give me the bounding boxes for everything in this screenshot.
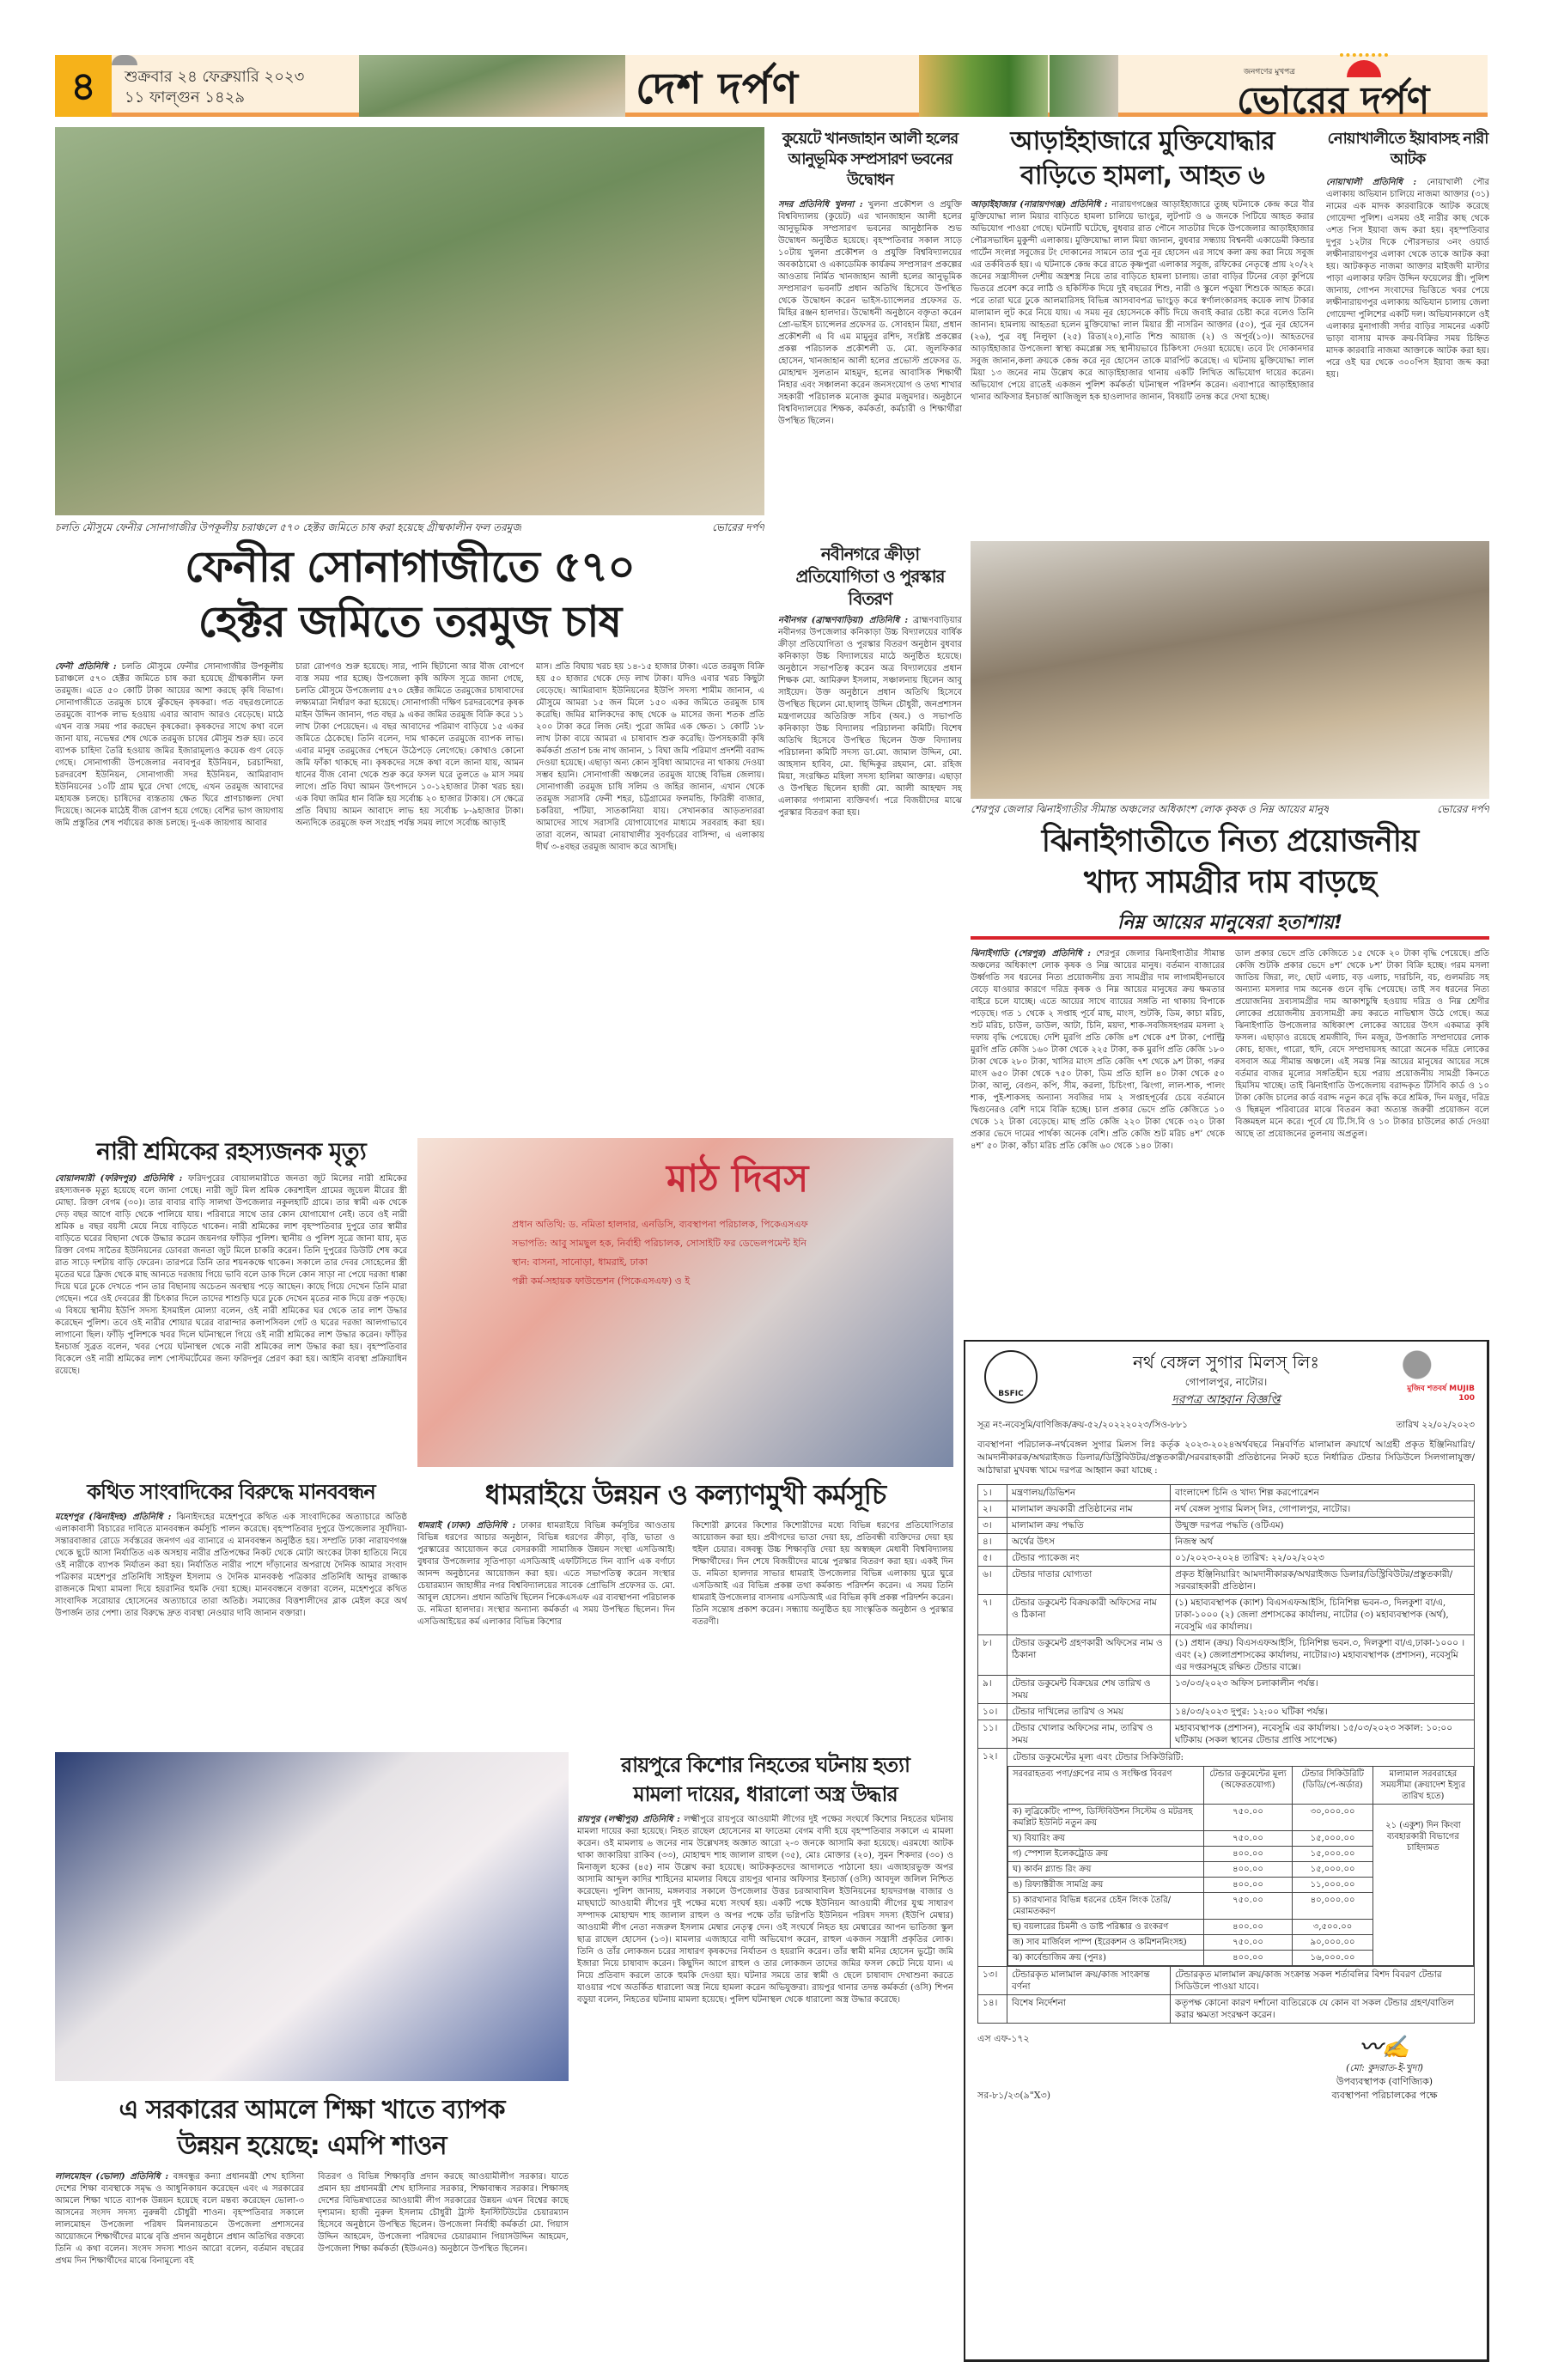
photo-credit: ভোরের দর্পণ <box>1437 803 1489 815</box>
document-price: ৭৫০.০০ <box>1203 1935 1293 1951</box>
jhenaigati-headline-line2: খাদ্য সামগ্রীর দাম বাড়ছে <box>1083 865 1377 900</box>
item-description: ছ) বয়লারের চিমনী ও ডাষ্ট পরিষ্কার ও রংকরণ <box>1008 1920 1204 1935</box>
noakhali-body: নোয়াখালী পৌর এলাকায় অভিযান চালিয়ে নাজমা আক্তার (৩১) নামের এক মাদক কারবারিকে আটক করেছে গোয়েন্দা পুলিশ। এসময় ওই নারীর কাছ থেকে ৩শত পিস ইয়াবা জব্দ করা হয়। বৃহস্পতিবার দুপুর ১২টার দিকে পৌরসভার ৩নং ওয়ার্ড লক্ষীনারায়ণপুর এলাকা থেকে তাকে আটক করা হয়। আটককৃত নাজমা আক্তার মাইজদী মাস্টার পাড়া এলাকার ফরিদ উদ্দিন ফয়েলের স্ত্রী। পুলিশ জানায়, গোপন সংবাদের ভিত্তিতে খবর পেয়ে লক্ষীনারায়ণপুর এলাকায় অভিযান চালায় জেলা গোয়েন্দা পুলিশের একটি দল। অভিযানকালে ওই এলাকার মুনাগাজী সর্দার বাড়ির সামনের একটি ভাড়া বাসায় মাদক ক্রয়-বিক্রির সময় চিহ্নিত মাদক কারবারি নাজমা আক্তাকে আটক করা হয়। পরে ওই ঘর থেকে ৩০০পিস ইয়াবা জব্দ করা হয়। <box>1326 178 1489 380</box>
mujib-100-logo: মুজিব শতবর্ষ MUJIB 100 <box>1392 1347 1475 1407</box>
date-gregorian: শুক্রবার ২৪ ফেব্রুয়ারি ২০২৩ <box>125 68 305 86</box>
row-number: ৮। <box>978 1635 1007 1676</box>
row-label: টেন্ডার দাখিলের তারিখ ও সময় <box>1007 1704 1171 1720</box>
row-label: বিশেষ নির্দেশনা <box>1007 1995 1171 2024</box>
document-price: ৪০০.০০ <box>1203 1847 1293 1862</box>
header-photo-trees <box>1050 55 1118 117</box>
tender-row <box>978 1635 1475 1676</box>
dhamrai-body-1: ঢাকার ধামরাইয়ে বিভিন্ন কর্মসূচির আওতায় বিভিন্ন ধরণের আচার অনুষ্ঠান, বিভিন্ন ধরণের ক্রীড়া, বৃত্তি, ভাতা ও পুরস্কারের আয়োজন করে বেসরকারী সামাজিক উন্নয়ন সংস্থা এসডিআই। বুধবার উপজেলার সূতিপাড়া এসডিআই এফটিসিতে দিন ব্যাপি এক বর্ণাঢ্য আনন্দ অনুষ্ঠানের আয়োজন করা হয়। এতে সভাপতিত্ব করেন সংস্থার চেয়ারম্যান জাহাঙ্গীর নগর বিশ্ববিদ্যালয়ের সাবেক প্রোভিসি প্রফেসর ড. মো. আবুল হোসেন। প্রধান অতিথি ছিলেন পিকেএসএফ এর ব্যবস্থাপনা পরিচালক ড. নমিতা হালদার। সংস্থার অন্যান্য কর্মকর্তা এ সময় উপস্থিত ছিলেন। দিন এসডিআইয়ের কর্ম এলাকার বিভিন্ন কিশোর <box>417 1521 675 1627</box>
row-number: ১২। <box>978 1749 1007 1967</box>
tender-row <box>978 1501 1475 1518</box>
lead-body-2: চারা রোপণও শুরু হয়েছে। সার, পানি ছিটানো আর বীজ বোপণে ব্যস্ত সময় পার হচ্ছে। উপজেলা কৃষি অফিস সূত্রে জানা গেছে, চলতি মৌসুমে উপজেলায় ৫৭০ হেক্টর জমিতে তরমুজের চাষাবাদের লক্ষ্যমাত্রা নির্ধারণ করা হয়েছে। সোনাগাজী দক্ষিণ চরদরবেশের কৃষক মাইন উদ্দিন জানান, গত বছর ৯ একর জমির তরমুজ বিক্রি করে ১১ লাখ টাকা পেয়েছেন। এ বছর আবাদের পরিমাণ বাড়িয়ে ১৫ একর জমিতে ঠেকেছে। তিনি বলেন, দাম থাকলে তরমুজে ব্যাপক লাভ। এবার মানুষ তরমুজের পেছনে উঠেপড়ে লেগেছে। কোথাও কোনো জমি ফাঁকা থাকছে না। কৃষকদের সঙ্গে কথা বলে জানা যায়, আমন ধানের বীজ বোনা থেকে শুরু করে ফসল ঘরে তুলতে ৬ মাস সময় লাগে। প্রতি বিঘা আমন উৎপাদনে ১০-১২হাজার টাকা খরচ হয়। এক বিঘা জমির ধান বিক্রি হয় সর্বোচ্চ ২০ হাজার টাকায়। সে ক্ষেত্রে প্রতি বিঘায় আমন আবাদে লাভ হয় সর্বোচ্চ ৮-৯হাজার টাকা। অন্যদিকে তরমুজে ফল সংগ্রহ পর্যন্ত সময় লাগে সর্বোচ্চ আড়াই <box>295 662 524 828</box>
issue-date <box>125 67 304 108</box>
row-label: টেন্ডারকৃত মালামাল ক্রয়/কাজ সাংক্রান্ত বর্ণনা <box>1007 1967 1171 1995</box>
tender-ref-line <box>977 1419 1475 1432</box>
tender-notice-title: দরপত্র আহ্বান বিজ্ঞপ্তি <box>1172 1393 1281 1407</box>
row12-title: টেন্ডার ডকুমেন্টের মূল্য এবং টেন্ডার সিকিউরিটি: <box>1013 1752 1184 1762</box>
tender-org-address: গোপালপুর, নাটোর। <box>1184 1376 1268 1388</box>
tender-footer-codes <box>977 2032 1050 2103</box>
araihazar-headline-line1: আড়াইহাজারে মুক্তিযোদ্ধার <box>1010 126 1275 156</box>
signature-mark: 〰✍ <box>1359 2035 1410 2060</box>
lead-column-3 <box>536 661 764 1125</box>
caption-text: চলতি মৌসুমে ফেনীর সোনাগাজীর উপকূলীয় চরাঞ্চলে ৫৭০ হেক্টর জমিতে চাষ করা হয়েছে গ্রীষ্মকালীন ফল তরমুজ <box>55 521 522 533</box>
shaon-dateline: লালমোহন (ভোলা) প্রতিনিধি : <box>55 2172 169 2182</box>
page-number: ৪ <box>55 55 112 117</box>
brand-tagline: জনগণের মুখপত্র <box>1244 68 1295 76</box>
row-number: ১৪। <box>978 1995 1007 2024</box>
lead-column-1 <box>55 661 283 1125</box>
signer-name: (মো: কুদরাত-ই-খুদা) <box>1346 2062 1423 2073</box>
row-number: ১০। <box>978 1704 1007 1720</box>
tender-security: ১৬,০০০.০০ <box>1293 1951 1373 1966</box>
mohespur-body: ঝিনাইদহের মহেশপুরে কথিত এক সাংবাদিকের অত্যাচারে অতিষ্ঠ এলাকাবাসী বিচারের দাবিতে মানববন্ধন কর্মসূচি পালন করেছে। বৃহস্পতিবার দুপুরে উপজেলার সূর্যদিয়া-সন্তারবাজার রোডে সর্বস্তরের জনগণ এর ব্যানারে এ মানববন্ধন অনুষ্ঠিত হয়। সম্প্রতি ঢাকা নারায়ণগঞ্জ থেকে ছুটে আসা নির্যাতিত এক অসহায় নারীর প্রতিপক্ষের নিকট থেকে মোটা অংকের টাকা হাতিয়ে নিয়ে ওই নারীকে ব্যাপক নির্যাতন করা হয়। নির্যাতিত নারীর পাশে দাঁড়ানোর অপরাধে দৈনিক আমার সংবাদ পত্রিকার মহেশপুর প্রতিনিধি সাইফুল ইসলাম ও দৈনিক মানবকণ্ঠ পত্রিকার প্রতিনিধি আব্দুর রাজ্জাক রাজনকে মিথ্যা মামলা দিয়ে হয়রানির হুমকি দেয়া হচ্ছে। মানববন্ধনে বক্তারা বলেন, মহেশপুরে কথিত সাংবাদিক সরোয়ার হোসেনের অত্যাচারে তারা অতিষ্ঠ। সমাজের বিত্তশালীদের ব্লাক মেইল করে অর্থ উপার্জন তার পেশা। তার বিরুদ্ধে দ্রুত ব্যবস্থা নেওয়ার দাবি জানান বক্তারা। <box>55 1513 407 1618</box>
lead-headline-line2: হেক্টর জমিতে তরমুজ চাষ <box>198 597 622 647</box>
row-value: টেন্ডারকৃত মালামাল ক্রয়/কাজ সংক্রান্ত সকল শর্তাবলির বিশদ বিবরণ টেন্ডার সিডিউলে পাওয়া যাবে। <box>1171 1967 1475 1995</box>
item-description: গ) স্পেশাল ইলেকট্রোড ক্রয় <box>1008 1847 1204 1862</box>
tender-row <box>978 1485 1475 1501</box>
tender-security: ১১,০০০.০০ <box>1293 1878 1373 1893</box>
tender-row <box>978 1704 1475 1720</box>
nabinagar-dateline: নবীনগর (ব্রাহ্মণবাড়িয়া) প্রতিনিধি : <box>778 616 909 625</box>
tender-ref-no: সূত্র নং-নবেসুমি/বাণিজিক/ক্রয়-৫২/২০২২২০২৩/সিও-৮৮১ <box>977 1420 1188 1430</box>
araihazar-headline-line2: বাড়িতে হামলা, আহত ৬ <box>1020 161 1264 191</box>
tender-security: ৯০,০০০.০০ <box>1293 1935 1373 1951</box>
tender-org-name: নর্থ বেঙ্গল সুগার মিলস্ লিঃ <box>1132 1352 1320 1373</box>
nari-article <box>55 1173 407 1467</box>
row-number: ২। <box>978 1501 1007 1518</box>
banner-line: সভাপতি: আবু সামছুল হক, নির্বাহী পরিচালক, সোসাইটি ফর ডেভেলপমেন্ট ইনি <box>512 1238 806 1249</box>
jhenaigati-headline-line1: ঝিনাইগাতীতে নিত্য প্রয়োজনীয় <box>1041 824 1419 859</box>
row-value: (১) প্রধান (ক্রয়) বিএসএফআইসি, চিনিশিল্প ভবন.৩, দিলকুশা বা/এ,ঢাকা-১০০০ ।এবং (২) জেলাপ্রশাসকের কার্যালয়, নাটোর।৩) মহাব্যবস্থাপক (প্রশাসন), নবেসুমি এর দপ্তরসমূহে রক্ষিত টেন্ডার বাক্সে। <box>1171 1635 1475 1676</box>
lead-photo-caption <box>55 520 764 538</box>
mohespur-headline[interactable]: কথিত সাংবাদিকের বিরুদ্ধে মানববন্ধন <box>87 1480 375 1504</box>
document-price: ৪০০.০০ <box>1203 1862 1293 1878</box>
tender-info-table <box>977 1484 1475 2024</box>
price-table-header: টেন্ডার ডকুমেন্টের মূল্য (অফেরতযোগ্য) <box>1203 1767 1293 1805</box>
tender-security: ১৫,০০০.০০ <box>1293 1847 1373 1862</box>
jhenaigati-column-1 <box>971 948 1225 1326</box>
document-price: ৪০০.০০ <box>1203 1920 1293 1935</box>
signer-title: উপব্যবস্থাপক (বাণিজ্যিক) <box>1336 2076 1433 2087</box>
shaon-column-2 <box>318 2171 569 2364</box>
row-number: ৫। <box>978 1550 1007 1567</box>
shaon-column-1 <box>55 2171 304 2364</box>
nabinagar-body: ব্রাহ্মণবাড়িয়ার নবীনগর উপজেলার কনিকাড়া উচ্চ বিদ্যালয়ের বার্ষিক ক্রীড়া প্রতিযোগিতা ও পুরস্কার বিতরণ অনুষ্ঠান বুধবার কনিকাড়া উচ্চ বিদ্যালয়ের মাঠে অনুষ্ঠিত হয়েছে। অনুষ্ঠানে সভাপতিত্ব করেন অত্র বিদ্যালয়ের প্রধান শিক্ষক মো. আমিরুল ইসলাম, সঞ্চালনায় ছিলেন আবু সাইয়েদ। উক্ত অনুষ্ঠানে প্রধান অতিথি হিসেবে উপস্থিত ছিলেন মো.ছালাহ্ উদ্দিন চৌধুরী, জনপ্রশাসন মন্ত্রণালয়ের অতিরিক্ত সচিব (অব.) ও সভাপতি কনিকাড়া উচ্চ বিদ্যালয় পরিচালনা কমিটি। বিশেষ অতিথি হিসেবে উপস্থিত ছিলেন উক্ত বিদ্যালয় পরিচালনা কমিটি সদস্য ডা.মো. জামাল উদ্দিন, মো. আহসান হাবিব, মো. ছিদ্দিকুর রহমান, মো. রহিজ মিয়া, সংরক্ষিত মহিলা সদস্য হালিমা আক্তার। এছাড়া ও উপস্থিত ছিলেন হাজী মো. আলী আহম্মদ সহ এলাকার গণ্যমান্য ব্যক্তিবর্গ। পরে বিজয়ীদের মাঝে পুরস্কার বিতরণ করা হয়। <box>778 616 962 818</box>
mohespur-dateline: মহেশপুর (ঝিনাইদহ) প্রতিনিধি : <box>55 1513 172 1522</box>
tender-row <box>978 1550 1475 1567</box>
tender-row <box>978 1720 1475 1749</box>
price-table-header: মালামাল সরবরাহের সময়সীমা (ক্রয়াদেশ ইস্যুর তারিখ হতে) <box>1373 1767 1473 1805</box>
price-table-header: সরবরাহতব্য পণ্য/গ্রুপের নাম ও সংক্ষিপ্ত বিবরণ <box>1008 1767 1204 1805</box>
row-label: টেন্ডার খোলার অফিসের নাম, তারিখ ও সময় <box>1007 1720 1171 1749</box>
document-price: ৭৫০.০০ <box>1203 1805 1293 1831</box>
lead-column-2 <box>295 661 524 1125</box>
row-number: ৬। <box>978 1567 1007 1595</box>
delivery-time: ২১ (একুশ) দিন কিংবা ব্যবহারকারী বিভাগের চাহিদামত <box>1373 1805 1473 1966</box>
lead-dateline: ফেনী প্রতিনিধি : <box>55 662 117 672</box>
tender-row <box>978 1676 1475 1704</box>
pull-quote: নিম্ন আয়ের মানুষেরা হতাশায়! <box>971 910 1489 940</box>
row-label: মালামাল ক্রয় পদ্ধতি <box>1007 1518 1171 1534</box>
row-label: অর্থের উৎস <box>1007 1534 1171 1550</box>
tender-intro: ব্যবস্থাপনা পরিচালক-নর্থবেঙ্গল সুগার মিলস লিঃ কর্তৃক ২০২৩-২০২৪অর্থবছরে নিম্নবর্ণিত মালামাল ক্রয়ার্থে আগ্রহী প্রকৃত ইঞ্জিনিয়ারিং/আমদানীকারক/অথরাইজড ডিলার/ডিস্ট্রিবিউটর/প্রস্তুতকারী/সরবরাহকারী প্রতিষ্ঠানের নিকট হতে নির্ধারিত টেন্ডার সিডিউলে সিলগালাযুক্ত/আঠাদ্বারা মুখবন্ধ খামে দরপত্র আহ্বান করা যাচ্ছে : <box>977 1440 1475 1476</box>
document-price: ৭৫০.০০ <box>1203 1831 1293 1847</box>
nari-headline[interactable]: নারী শ্রমিকের রহস্যজনক মৃত্যু <box>96 1137 366 1166</box>
tender-row-14 <box>978 1995 1475 2024</box>
date-bangla: ১১ ফাল্গুন ১৪২৯ <box>125 88 246 107</box>
row-label: টেন্ডার ডকুমেন্ট বিক্রয়কারী অফিসের নাম ও ঠিকানা <box>1007 1595 1171 1635</box>
header-photo-strip-left <box>359 55 625 117</box>
document-price: ৭৫০.০০ <box>1203 1893 1293 1920</box>
shaon-body-2: বিতরণ ও বিভিন্ন শিক্ষাবৃত্তি প্রদান করছে আওয়ামীলীগ সরকার। যাতে প্রমান হয় প্রধানমন্ত্রী শেখ হাসিনার সরকার, শিক্ষাবান্ধব সরকার। শিক্ষাসহ দেশের বিভিন্নখাতের আওয়ামী লীগ সরকারের উন্নয়ন এখন বিশ্বের কাছে দৃশ্যমান। হাজী নুরুল ইসলাম চৌধুরী ট্রাস্ট ইনস্টিটিউটের চেয়ারম্যান হিসেবে অনুষ্ঠানে উপস্থিত ছিলেন। উপজেলা নির্বাহী কর্মকর্তা মো. গিয়াস উদ্দিন আহমেদ, উপজেলা পরিষদের চেয়ারম্যান গিয়াসউদ্দিন আহমেদ, উপজেলা শিক্ষা কর্মকর্তা (ইউএনও) অনুষ্ঠানে উপস্থিত ছিলেন। <box>318 2172 569 2254</box>
jhenaigati-market-photo <box>971 541 1489 799</box>
raipur-dateline: রায়পুর (লক্ষ্মীপুর) প্রতিনিধি : <box>577 1815 680 1824</box>
dhamrai-dateline: ধামরাই (ঢাকা) প্রতিনিধি : <box>417 1521 516 1531</box>
price-table-row <box>1008 1805 1474 1831</box>
kuet-dateline: সদর প্রতিনিধি খুলনা : <box>778 200 863 210</box>
shaon-body-1: বঙ্গবন্ধুর কন্যা প্রধানমন্ত্রী শেখ হাসিনা দেশের শিক্ষা ব্যবস্থাকে সমৃদ্ধ ও আধুনিকায়ন করেছেন এবং এ সরকারের আমলে শিক্ষা খাতে ব্যাপক উন্নয়ন হয়েছে বলে মন্তব্য করেছেন ভোলা-৩ আসনের সংসদ সদস্য নুরুন্নবী চৌধুরী শাওন। বৃহস্পতিবার সকালে লালমোহন উপজেলা পরিষদ মিলনায়তনে উপজেলা প্রশাসনের আয়োজনে শিক্ষার্থীদের মাঝে বৃত্তি প্রদান অনুষ্ঠানে প্রধান অতিথির বক্তব্যে তিনি এ কথা বলেন। সংসদ সদস্য শাওন আরো বলেন, বর্তমান বছরের প্রথম দিন শিক্ষার্থীদের মাঝে বিনামূল্যে বই <box>55 2172 304 2266</box>
jhenaigati-body-2: ডাল প্রকার ভেদে প্রতি কেজিতে ১৫ থেকে ২০ টাকা বৃদ্ধি পেয়েছে। প্রতি কেজি শুটকি প্রকার ভেদে ৪শ’ থেকে ৮শ’ টাকা বিক্রি হচ্ছে। গরম মসলা জাতিয় জিরা, লং, ছোট এলাচ, বড় এলাচ, দারচিনি, বচ, গুলমরিচ সহ অন্যান্য মসলার দাম অনেক গুনে বৃদ্ধি পেয়েছে। তাই সব ধরনের নিত্য প্রয়োজনিয় দ্রব্যসামগ্রীর দাম আকাশচুম্বি হওয়ায় দরিদ্র ও নিম্ন শ্রেণীর লোকের প্রয়োজনীয় দ্রব্যসামগ্রী ক্রয় করতে নাভিশ্বাস উঠে গেছে। অত্র ঝিনাইগাতি উপজেলার অধিকাংশ লোকের আয়ের উৎস একমাত্র কৃষি ফসল। এছাড়াও রয়েছে শ্রমজীবি, দিন মজুর, উপজাতি সম্প্রদায়ের লোক কোচ, হাজং, গারো, হুদি, বেদে সম্প্রদায়সহ আরো অনেক দরিদ্র লোকের বসবাস অত্র সীমান্ত অঞ্চলে। এই সমস্ত নিম্ন আয়ের মানুষের আয়ের সঙ্গে বর্তমার বাজর মূল্যের সঙ্গতিহীন হয়ে পরায় প্রয়োজনীয় সামগ্রী কিনতে হিমসিম খাচ্ছে। তাই ঝিনাইগাতি উপজেলায় বরাদ্দকৃত টিসিবি কার্ড ও ১০ টাকা কেজি চালের কার্ড বরাদ্দ নতুন করে বৃদ্ধি করে শ্রমিক, দিন মজুর, দরিদ্র ও ছিন্নমূল পরিবারের মাঝে বিতরন করা অত্যন্ত জরুরী প্রয়োজন বলে বিজ্ঞমহল মনে করে। পূর্বে যে টি.সি.বি ও ১০ টাকার চাউলের কার্ড দেওয়া আছে তা প্রয়োজনের তুলনায় অপ্রতুল। <box>1235 949 1489 1139</box>
row-number: ৩। <box>978 1518 1007 1534</box>
row-value: ০১/২০২৩-২০২৪ তারিখ: ২২/০২/২০২৩ <box>1171 1550 1475 1567</box>
tender-notice-ad <box>964 1340 1489 2362</box>
page-tab-decoration <box>112 55 137 65</box>
dhamrai-body-2: কিশোরী ক্লাবের কিশোর কিশোরীদের মধ্যে বিভিন্ন ধরণের প্রতিযোগিতার আয়োজন করা হয়। প্রবীণদের ভাতা দেয়া হয়, প্রতিবন্ধী ব্যক্তিদের দেয়া হয় হুইল চেয়ার। বঙ্গবন্ধু উচ্চ শিক্ষাবৃত্তি দেয়া হয় অস্বচ্ছল মেধাবী বিশ্ববিদ্যালয় শিক্ষার্থীদের। দিন শেষে বিজয়ীদের মাঝে পুরস্কার বিতরণ করা হয়। একই দিন ড. নমিতা হালদার সাভার ধামরাই উপজেলার বিভিন্ন এলাকায় ঘুরে ঘুরে এসডিআই এর বিভিন্ন প্রকল্প তথা কর্মকান্ড পরিদর্শন করেন। এ সময় তিনি ধামরাই উপজেলার বাসনায় এসডিআই এর বিভিন্ন কৃষি প্রকল্প পরিদর্শন করেন। তিনি সন্তোষ প্রকাশ করেন। সন্ধ্যায় অনুষ্ঠিত হয় সাংস্কৃতিক অনুষ্ঠান ও পুরস্কার বতরণী। <box>692 1521 953 1627</box>
jhenaigati-body-1: শেরপুর জেলার ঝিনাইগাতীর সীমান্ত অঞ্চলের অধিকাংশ লোক কৃষক ও নিম্ন আয়ের মানুষ। বর্তমান বাজারের উর্ধ্বগতি সব ধরনের নিত্য প্রয়োজনীয় দ্রব্য সামগ্রীর দাম লাগামহীনভাবে বেড়ে যাওয়ার কারণে দরিদ্র কৃষক ও নিম্ন আয়ের মানুষের ক্রয় ক্ষমতার বাইরে চলে যাচ্ছে। এতে আয়ের সাথে ব্যায়ের সঙ্গতি না থাকায় বিপাকে পড়েছে। গত ১ থেকে ২ সপ্তাহ পূর্বে মাছ, মাংস, শুটকি, ডিম, কাচা মরিচ, শুট মরিচ, চাউল, ডাউল, আটা, চিনি, ময়দা, শাক-সবজিসহগরম মসলা ২ দফায় বৃদ্ধি পেয়েছে। দেশি মুরগি প্রতি কেজি ৪শ থেকে ৫শ টাকা, পোল্ট্রি মুরগি প্রতি কেজি ১৬০ টাকা থেকে ২২৫ টাকা, কক মুরগি প্রতি কেজি ১৮০ টাকা থেকে ২৮০ টাকা, খাসির মাংস প্রতি কেজি ৭শ থেকে ৯শ টাকা, গরুর মাংস ৬৫০ টাকা থেকে ৭৫০ টাকা, ডিম প্রতি হালি ৪০ টাকা থেকে ৫০ টাকা, আলু, বেগুন, কপি, সীম, করলা, চিচিংগা, ঝিংগা, লাল-শাক, পালং শাক, পুই-শাকসহ অন্যান্য সবজির দাম ২ সপ্তাহপূর্বের চেয়ে বর্তমানে দ্বিগুনেরও বেশি দামে বিক্রি হচ্ছে। চাল প্রকার ভেদে প্রতি কেজিতে ১০ থেকে ১২ টাকা বেড়েছে। মাছ প্রতি কেজি ২২০ টাকা থেকে ৩২০ টাকা প্রকার ভেদে দামের পার্থক্য অনেক বেশি। প্রতি কেজি শুট মরিচ ৪শ’ থেকে ৪শ’ ৫০ টাকা, কাঁচা মরিচ প্রতি কেজি ৬০ থেকে ১৪০ টাকা। <box>971 949 1225 1151</box>
tender-row-12 <box>978 1749 1475 1967</box>
row-value: উন্মুক্ত দরপত্র পদ্ধতি (ওটিএম) <box>1171 1518 1475 1534</box>
caption-text: শেরপুর জেলার ঝিনাইগাতীর সীমান্ত অঞ্চলের অধিকাংশ লোক কৃষক ও নিম্ন আয়ের মানুষ <box>971 803 1329 815</box>
row-label: টেন্ডার ডকুমেন্ট গ্রহণকারী অফিসের নাম ও ঠিকানা <box>1007 1635 1171 1676</box>
row-number: ১। <box>978 1485 1007 1501</box>
price-table-header: টেন্ডার সিকিউরিটি (ডিডি/পে-অর্ডার) <box>1293 1767 1373 1805</box>
header-photo-strip-right <box>919 55 1048 117</box>
row-value: ১৩/০৩/২০২৩ অফিস চলাকালীন পর্যন্ত। <box>1171 1676 1475 1704</box>
dhamrai-headline[interactable]: ধামরাইয়ে উন্নয়ন ও কল্যাণমুখী কর্মসূচি <box>484 1478 886 1511</box>
bsfic-seal-logo: BSFIC <box>984 1350 1038 1403</box>
shaon-headline-line2: উন্নয়ন হয়েছে: এমপি শাওন <box>177 2131 447 2161</box>
photo-credit: ভোরের দর্পণ <box>712 521 764 533</box>
araihazar-dateline: আড়াইহাজার (নারায়ণগঞ্জ) প্রতিনিধি : <box>971 200 1108 210</box>
item-description: ঝ) কার্বেন্ডাজিম ক্রয় (পুনঃ) <box>1008 1951 1204 1966</box>
shaon-headline-line1: এ সরকারের আমলে শিক্ষা খাতে ব্যাপক <box>119 2095 505 2125</box>
tender-price-table <box>1007 1766 1474 1966</box>
mohespur-article <box>55 1512 407 1744</box>
tender-row <box>978 1595 1475 1635</box>
item-description: ক) লুব্রিকেটিং পাম্প, ডিস্টিবিউশন সিস্টেম ও মটরসহ কমপ্লিট ইউনিট নতুন ক্রয় <box>1008 1805 1204 1831</box>
raipur-article <box>577 1814 953 2364</box>
row-value: নর্থ বেঙ্গল সুগার মিলস্ লিঃ, গোপালপুর, নাটোর। <box>1171 1501 1475 1518</box>
kuet-body: খুলনা প্রকৌশল ও প্রযুক্তি বিশ্ববিদ্যালয় (কুয়েট) এর খানজাহান আলী হলের আনুভূমিক সম্প্রসারণ ভবনের আনুষ্ঠানিক শুভ উদ্বোধন অনুষ্ঠিত হয়েছে। বৃহস্পতিবার সকাল সাড়ে ১০টায় খুলনা প্রকৌশল ও প্রযুক্তি বিশ্ববিদ্যালয়ের অবকাঠামো ও একাডেমিক কার্যক্রম সম্প্রসারণ প্রকল্পের আওতায় নির্মিত খানজাহান আলী হলের আনুভূমিক সম্প্রসারণ ভবনটি প্রধান অতিথি হিসেবে উপস্থিত থেকে উদ্বোধন করেন ভাইস-চ্যান্সেলর প্রফেসর ড. মিহির রঞ্জন হালদার। উদ্বোধনী অনুষ্ঠানে বক্তৃতা করেন প্রো-ভাইস চ্যান্সেলর প্রফেসর ড. সোবহান মিয়া, প্রধান প্রকৌশলী এ বি এম মামুনুর রশিদ, সংশ্লিষ্ট প্রকল্পের প্রকল্প পরিচালক প্রকৌশলী ড. মো. জুলফিকার হোসেন, খানজাহান আলী হলের প্রভোস্ট প্রফেসর ড. মোহাম্মদ সুলতান মাহমুদ, হলের আবাসিক শিক্ষার্থী নিহার এবং সঞ্চালনা করেন জনসংযোগ ও তথ্য শাখার সহকারী পরিচালক মনোজ কুমার মজুমদার। অনুষ্ঠানে বিশ্ববিদ্যালয়ের শিক্ষক, কর্মকর্তা, কর্মচারী ও শিক্ষার্থীরা উপস্থিত ছিলেন। <box>778 200 962 426</box>
tender-footer <box>977 2032 1475 2103</box>
row-label: টেন্ডার প্যাকেজ নং <box>1007 1550 1171 1567</box>
tender-security: ৩,৫০০.০০ <box>1293 1920 1373 1935</box>
lead-body-3: মাস। প্রতি বিঘায় খরচ হয় ১৪-১৫ হাজার টাকা। এতে তরমুজ বিক্রি হয় ৫০ হাজার থেকে দেড় লাখ টাকা। যদিও এবার খরচ কিছুটা বেড়েছে। আমিরাবাদ ইউনিয়নের ইউপি সদস্য শামীম জানান, এ মৌসুমে আমরা ১৫ জন মিলে ১৫০ একর জমিতে তরমুজ চাষ করেছি। জমির মালিকদের কাছ থেকে ৬ মাসের জন্য শতক প্রতি ২০০ টাকা করে লিজ নেই। পুরো জমির এক ক্ষেত। ১ কোটি ১৮ লাখ টাকা ব্যয়ে আমরা এ চাষাবাদ শুরু করেছি। উপসহকারী কৃষি কর্মকর্তা প্রতাপ চন্দ্র নাথ জানান, ১ বিঘা জমি পরিমাণ প্রদর্শনী বরাদ্দ দেওয়া হয়েছে। এছাড়া অন্য কোন সুবিধা আমাদের না থাকায় দেওয়া সম্ভব হয়নি। সোনাগাজী অঞ্চলের তরমুজ যাচ্ছে বিভিন্ন জেলায়। সোনাগাজী তরমুজ চাষি সলিম ও জহির জানান, এখান থেকে তরমুজ সরাসরি ফেনী শহর, চট্টগ্রামের ফলমন্ডি, ফিরিঙ্গী বাজার, চকরিয়া, পটিয়া, সাতকানিয়া যায়। সেখানকার আড়তদাররা আমাদের সাথে সরাসরি যোগাযোগের মাধ্যমে সরবরাহ করা হয়। তারা বলেন, আমরা নোয়াখালীর সুবর্ণচরের বাসিন্দা, এ এলাকায় দীর্ঘ ৩-৪বছর তরমুজ আবাদ করে আসছি। <box>536 662 764 852</box>
nabinagar-article <box>778 615 962 1122</box>
lead-headline-line1: ফেনীর সোনাগাজীতে ৫৭০ <box>185 542 635 592</box>
document-price: ৪০০.০০ <box>1203 1878 1293 1893</box>
row-value: (১) মহাব্যবস্থাপক (ক্যাশ) বিএসএফআইসি, চিনিশিল্প ভবন-৩, দিলকুশা বা/এ, ঢাকা-১০০০ (২) জেলা প্রশাসকের কার্যালয়, নাটোর (৩) মহাব্যবস্থাপক (অর্থ), নবেসুমি এর কার্যালয়। <box>1171 1595 1475 1635</box>
jhenaigati-dateline: ঝিনাইগাতি (শেরপুর) প্রতিনিধি : <box>971 949 1091 959</box>
award-ceremony-photo <box>55 1752 569 2081</box>
nari-body: ফরিদপুরের বোয়ালমারীতে জনতা জুট মিলের নারী শ্রমিকের রহস্যজনক মৃত্যু হয়েছে বলে জানা গেছে। নারী জুট মিল শ্রমিক কেরশাইল গ্রামের জুয়েল মীরের স্ত্রী মোছা. রিক্তা বেগম (৩০)। তার বাবার বাড়ি সালথা উপজেলার নকুলহাটি গ্রামে। তার স্বামী এক থেকে দেড় বছর আগে বাড়ি থেকে পালিয়ে যায়। পরিবারে সাথে তার কোন যোগাযোগ নেই। তবে ওই নারী শ্রমিক ৪ বছর বয়সী মেয়ে নিয়ে বাড়িতে থাকেন। নারী শ্রমিকের লাশ বৃহস্পতিবার দুপুরে তার স্বামীর বাড়িতে ঘরের বিছানা থেকে উদ্ধার করেন জয়নগর ফাঁড়ির পুলিশ। স্থানীয় ও পুলিশ সূত্রে জানা যায়, মৃত রিক্তা বেগম সাতৈর ইউনিয়নের ডোবরা জনতা জুট মিলে চাকরি করেন। তিনি দুপুরের ডিউটি শেষ করে রাত সাড়ে দশটায় বাড়ি ফেরেন। তারপরে তিনি তার শয়নকক্ষে থাকেন। সকালে তার দেবর সোহেলের স্ত্রী মৃতের ঘরে ফ্রিজ থেকে মাছ আনতে দরজায় গিয়ে ভাবি বলে ডাক দিলে কোন সাড়া না পেয়ে দরজা ধাক্কা দিয়ে ঘরে ঢুকে দেখতে পান তার বিছানায় অচেতন অবস্থায় পড়ে আছেন। কাছে গিয়ে দেখেন তিনি মারা গেছেন। পরে ওই দেবরের স্ত্রী চিৎকার দিলে তাদের শাশুড়ি ঘরে ঢুকে দেখেন মৃতের নাক দিয়ে রক্ত পড়ছে। এ বিষয়ে স্থানীয় ইউপি সদস্য ইসমাইল মোল্যা বলেন, ওই নারী শ্রমিকের ঘর থেকে তার লাশ উদ্ধার করেছেন পুলিশ। তবে ওই নারীর শোয়ার ঘরের বারান্দার কলাপসিবল গেট ও ঘরের দরজা আলগাভাবে লাগানো ছিল। ফাঁড়ি পুলিশকে খবর দিলে ঘটনাস্থলে গিয়ে ওই নারী শ্রমিকের লাশ উদ্ধার করেন। ফাঁড়ির ইনচার্জ সুব্রত বলেন, খবর পেয়ে ঘটনাস্থল থেকে নারী শ্রমিকের লাশ উদ্ধার করা হয়। বৃহস্পতিবার বিকেলে ওই নারী শ্রমিকের লাশ পোস্টমর্টেমের জন্য ফরিদপুর প্রেরণ করা হয়। আইনি ব্যবস্থা প্রক্রিয়াধিন রয়েছে। <box>55 1174 407 1376</box>
noakhali-headline[interactable]: নোয়াখালীতে ইয়াবাসহ নারী আটক <box>1327 130 1488 168</box>
item-description: জ) সাব মার্জিবল পাম্প (ইরেকশন ও কমিশননিংসহ) <box>1008 1935 1204 1951</box>
noakhali-dateline: নোয়াখালী প্রতিনিধি : <box>1326 178 1417 187</box>
row-value: ১৪/০৩/২০২৩ দুপুর: ১২:০০ ঘটিকা পর্যন্ত। <box>1171 1704 1475 1720</box>
araihazar-headline[interactable] <box>971 125 1314 193</box>
row-value: মহাব্যবস্থাপক (প্রশাসন), নবেসুমি এর কার্যালয়। ১৫/০৩/২০২৩ সকাল: ১০:০০ ঘটিকায় (সকল স্থানের টেন্ডার প্রাপ্তি সাপেক্ষে) <box>1171 1720 1475 1749</box>
signer-on-behalf: ব্যবস্থাপনা পরিচালকের পক্ষে <box>1331 2090 1438 2101</box>
kuet-article <box>778 199 962 534</box>
banner-line: পল্লী কর্ম-সহায়ক ফাউন্ডেশন (পিকেএসএফ) ও ই <box>512 1275 691 1287</box>
lead-photo-watermelon-field <box>55 127 764 515</box>
noakhali-article <box>1326 177 1489 534</box>
row-number: ১১। <box>978 1720 1007 1749</box>
jhenaigati-photo-caption <box>971 802 1489 819</box>
banner-line: প্রধান অতিথি: ড. নমিতা হালদার, এনডিসি, ব্যবস্থাপনা পরিচালক, পিকেএসএফ <box>512 1219 808 1230</box>
brand-name: ভোরের দর্পণ <box>1237 79 1430 123</box>
raipur-headline-line2: মামলা দায়ের, ধারালো অস্ত্র উদ্ধার <box>633 1782 898 1806</box>
raipur-headline[interactable] <box>577 1750 953 1809</box>
field-day-event-photo <box>417 1138 953 1467</box>
nabinagar-headline[interactable]: নবীনগরে ক্রীড়া প্রতিযোগিতা ও পুরস্কার বিতরণ <box>795 544 945 609</box>
lead-headline[interactable] <box>55 539 764 649</box>
araihazar-body: নারায়ণগঞ্জের আড়াইহাজারে তুচ্ছ ঘটনাকে কেন্দ্র করে বীর মুক্তিযোদ্ধা লাল মিয়ার বাড়িতে হামলা চালিয়ে ভাংচুর, লুটপাট ও ৬ জনকে পিটিয়ে আহত করার অভিযোগ পাওয়া গেছে। ঘটনাটি ঘটেছে, বুধবার রাত পৌনে সাতটার দিকে উপজেলার আড়াইহাজার পৌরসভাধিন মুকুন্দী এলাকায়। মুক্তিযোদ্ধা লাল মিয়া জানান, বুধবার সন্ধ্যায় বিশ্বনবী একাডেমী কিন্ডার গার্টেন সংলগ্ন সবুজের টং দোকানের সামনে তার পুত্র নূর হোসেন এর সাথে কলা ক্রয় করা নিয়ে সবুজ এর তর্কবিতর্ক হয়। এ ঘটনাকে কেন্দ্র করে রাতে কৃষ্ণপুরা এলাকার সবুজ, রফিকের নেতৃত্বে প্রায় ২০/২২ জনের সন্ত্রাসীদল দেশীয় অস্ত্রশস্ত্র নিয়ে তার বাড়িতে হামলা চালায়। তারা বাড়ির টিনের বেড়া কুপিয়ে ভিতরে প্রবেশ করে লাঠি ও হকিস্টিক দিয়ে দুই বছরের শিশু, নারী ও স্কুলে পড়ুয়া শিশুকে আহত করে। পরে তারা ঘরে ঢুকে আলমারিসহ বিভিন্ন আসবাবপত্র ভাংচুড় করে স্বর্ণালংকারসহ কয়েক লাখ টাকার মালামাল লুট করে নিয়ে যায়। এ সময় নূর হোসেনকে কাঁচি দিয়ে জবাই করার চেষ্টা করে বলেও তিনি জানান। হামলায় আহতরা হলেন মুক্তিযোদ্ধা লাল মিয়ার স্ত্রী নাসরিন আক্তার (৫০), পুত্র নূর হোসেন (২৬), পুত্র বধূ নিলুফা (২৫) রিতা(২০),নাতি শিশু আয়াজ (২) ও অপূর্ব(১৩)। আহতদের আড়াইহাজার উপজেলা স্বাস্থ্য কমপ্লেক্স সহ স্থানীয়ভাবে চিকিৎসা দেওয়া হয়েছে। তবে টং দোকানদার সবুজ জানান,কলা ক্রয়কে কেন্দ্র করে নূর হোসেন তাকে মারপিট করেছে। এ ঘটনায় মুক্তিযোদ্ধা লাল মিয়া ১৩ জনের নাম উল্লেখ করে আড়াইহাজার থানায় একটি লিখিত অভিযোগ দায়ের করেন। অভিযোগ পেয়ে রাতেই একজন পুলিশ কর্মকর্তা ঘটনাস্থল পরিদর্শন করেন। এব্যাপারে আড়াইহাজার থানার অফিসার ইনচার্জ আজিজুল হক হাওলাদার জানান, বিষয়টি তদন্ত করে দেখা হচ্ছে। <box>971 200 1314 402</box>
row-value: বাংলাদেশ চিনি ও খাদ্য শিল্প করপোরেশন <box>1171 1485 1475 1501</box>
tender-security: ১৫,০০০.০০ <box>1293 1862 1373 1878</box>
tender-row <box>978 1518 1475 1534</box>
tender-security: ১৫,০০০.০০ <box>1293 1831 1373 1847</box>
section-title: দেশ দর্পণ <box>636 64 799 113</box>
nari-dateline: বোয়ালমারী (ফরিদপুর) প্রতিনিধি : <box>55 1174 183 1184</box>
banner-text <box>512 1215 941 1291</box>
tender-security: ৩০,০০০.০০ <box>1293 1805 1373 1831</box>
row-label: মালামাল ক্রয়কারী প্রতিষ্ঠানের নাম <box>1007 1501 1171 1518</box>
lead-body-1: চলতি মৌসুমে ফেনীর সোনাগাজীর উপকূলীয় চরাঞ্চলে ৫৭০ হেক্টর জমিতে চাষ করা হয়েছে গ্রীষ্মকালীন ফল তরমুজ। এতে ৫০ কোটি টাকা আয়ের আশা করছে কৃষি বিভাগ। সোনাগাজীতে তরমুজ চাষে ঝুঁকছেন কৃষকরা। গত বছরগুলোতে তরমুজে ব্যাপক লাভ হওয়ায় এবার আবাদ আরও বেড়েছে। মাঠে এখন ব্যস্ত সময় পার করছেন কৃষকেরা। কৃষকদের সাথে কথা বলে জানা যায়, নভেম্বর শেষ থেকে তরমুজ চাষের মৌসুম শুরু হয়। তবে ব্যাপক চাহিদা তৈরি হওয়ায় জমির ইজারামূল্যও কয়েক গুণ বেড়ে গেছে। সোনাগাজী উপজেলার নবাবপুর ইউনিয়ন, চরচান্দিয়া, চরদরবেশ ইউনিয়ন, সোনাগাজী সদর ইউনিয়ন, আমিরাবাদ ইউনিয়নের ১০টি গ্রাম ঘুরে দেখা গেছে, এখন তরমুজ আবাদের মহাযজ্ঞ চলছে। চাষিদের ব্যস্ততায় ক্ষেত ঘিরে প্রাণচাঞ্চল্য দেখা দিয়েছে। অনেক মাঠেই বীজ রোপণ হয়ে গেছে। বেশির ভাগ জায়গায় জমি প্রস্তুতির শেষ পর্যায়ের কাজ চলছে। দু-এক জায়গায় আবার <box>55 662 283 828</box>
row-number: ১৩। <box>978 1967 1007 1995</box>
tender-row <box>978 1534 1475 1550</box>
banner-line: স্থান: বাসনা, সানোড়া, ধামরাই, ঢাকা <box>512 1257 648 1268</box>
raipur-body: লক্ষ্মীপুরে রায়পুরে আওয়ামী লীগের দুই পক্ষের সংঘর্ষে কিশোর নিহতের ঘটনায় মামলা দায়ের করা হয়েছে। নিহত রাছেল হোসেনের মা ফাতেমা বেগম বাদী হয়ে বৃহস্পতিবার সকালে এ মামলা করেন। ওই মামলায় ৬ জনের নাম উল্লেখসহ অজ্ঞাত আরো ২-৩ জনকে আসামি করা হয়েছে। এরমধ্যে আটক থাকা জাকারিয়া রাকিব (৩৩), মোহাম্মদ শাহ জালাল রাহুল (৩৫), মোঃ মোক্তার (২০), সুমন শিকদার (৩০) ও মিনাজুল হকের (৪৫) নাম উল্লেখ করা হয়েছে। আটককৃতদের আদালতে পাঠানো হয়। এজাহারভুক্ত অপর আসামি আব্দুল কাদির শাহিনের মামলার বিষয়ে রায়পুর থানার অফিসার ইনচার্জ (ওসি) আবদুল জলিল নিশ্চিত করেছেন। পুলিশ জানায়, মঙ্গলবার সকালে উপজেলার উত্তর চরআবাবিল ইউনিয়নের হায়দরগঞ্জ বাজার ও মাছঘাটে আওয়ামী লীগের দুই পক্ষের মধ্যে সংঘর্ষ হয়। একটি পক্ষে ইউনিয়ন আওয়ামী লীগের যুগ্ম সাধারণ সম্পাদক মোহাম্মদ শাহ জালাল রাহুল ও অপর পক্ষে তাঁর ভগ্নিপতি ইউনিয়ন পরিষদ সদস্য (ইউপি মেম্বার) আওয়ামী লীগ নেতা নজরুল ইসলাম মেম্বার নেতৃত্ব দেন। ওই সংঘর্ষে নিহত হয় মেম্বারের আপন ভাতিজা স্কুল ছাত্র রাছেল হোসেন (১৩)। মামলার এজাহারে বাদী অভিযোগ করেন, রাহুল একজন সন্ত্রাসী প্রকৃতির লোক। তিনি ও তাঁর লোকজন চরের সাধারণ কৃষকদের নির্যাতন ও হয়রানি করেন। তাঁর স্বামী মনির হোসেন ভুট্টো জমি ইজারা নিয়ে চাষাবাদ করেন। কিছুদিন আগে রাহুল ও তার লোকজন তাদের জমির ফসল কেটে নিয়ে যান। এ নিয়ে প্রতিবাদ করলে তাকে হুমকি দেওয়া হয়। ঘটনার সময়ে তার স্বামী ও ছেলে চাষাবাদ দেখাশুনা করতে যাওয়ার পথে অতর্কিত ধারালো অস্ত্র নিয়ে হামলা করেন অভিযুক্তরা। রায়পুর থানার তদন্ত কর্মকর্তা (ওসি) শিপন বড়ুয়া বলেন, নিহতের ঘটনায় মামলা হয়েছে। পুলিশ ঘটনাস্থল থেকে ধারালো অস্ত্র উদ্ধার করেছে। <box>577 1815 953 2005</box>
tender-row <box>978 1567 1475 1595</box>
document-price: ৪০০.০০ <box>1203 1951 1293 1966</box>
dhamrai-column-1 <box>417 1520 675 1744</box>
kuet-headline[interactable]: কুয়েটে খানজাহান আলী হলের আনুভূমিক সম্প্রসারণ ভবনের উদ্বোধন <box>782 130 959 189</box>
jhenaigati-column-2 <box>1235 948 1489 1326</box>
item-description: ঘ) কার্বন গ্ল্যান্ড রিং ক্রয় <box>1008 1862 1204 1878</box>
row-label: টেন্ডার ডকুমেন্ট বিক্রয়ের শেষ তারিখ ও সময় <box>1007 1676 1171 1704</box>
banner-title: মাঠ দিবস <box>666 1157 809 1201</box>
araihazar-article <box>971 199 1314 534</box>
jhenaigati-headline[interactable] <box>971 821 1489 904</box>
row-number: ৭। <box>978 1595 1007 1635</box>
tender-security: ৪০,০০০.০০ <box>1293 1893 1373 1920</box>
signature-block <box>1294 2034 1475 2103</box>
item-description: খ) বিয়ারিং ক্রয় <box>1008 1831 1204 1847</box>
row-value: প্রকৃত ইঞ্জিনিয়ারিং আমদানীকারক/অথরাইজড ডিলার/ডিস্ট্রিবিউটর/প্রস্তুতকারী/সরবরাহকারী প্রতিষ্ঠান। <box>1171 1567 1475 1595</box>
tender-row-13 <box>978 1967 1475 1995</box>
dhamrai-column-2 <box>692 1520 953 1744</box>
row-value: নিজস্ব অর্থ <box>1171 1534 1475 1550</box>
row-value: কতৃপক্ষ কোনো কারণ দর্শানো ব্যতিরেকে যে কোন বা সকল টেন্ডার গ্রহণ/বাতিল করার ক্ষমতা সংরক্ষণ করেন। <box>1171 1995 1475 2024</box>
row-number: ৯। <box>978 1676 1007 1704</box>
row-label: মন্ত্রণালয়/ডিভিশন <box>1007 1485 1171 1501</box>
item-description: চ) কারখানার বিভিন্ন ধরনের চেইন লিংক তৈরি/মেরামতকরণ <box>1008 1893 1204 1920</box>
shaon-headline[interactable] <box>55 2092 569 2164</box>
row-number: ৪। <box>978 1534 1007 1550</box>
row-label: টেন্ডার দাতার যোগ্যতা <box>1007 1567 1171 1595</box>
item-description: ঙ) রিফ্যাক্টরীজ সামগ্রি ক্রয় <box>1008 1878 1204 1893</box>
ad-code: সর-৮১/২৩(৯"X৩) <box>977 2090 1051 2101</box>
tender-ref-date: তারিখ ২২/০২/২০২৩ <box>1396 1420 1475 1430</box>
raipur-headline-line1: রায়পুরে কিশোর নিহতের ঘটনায় হত্যা <box>620 1753 910 1777</box>
sf-code: এস এফ-১৭২ <box>977 2033 1030 2044</box>
